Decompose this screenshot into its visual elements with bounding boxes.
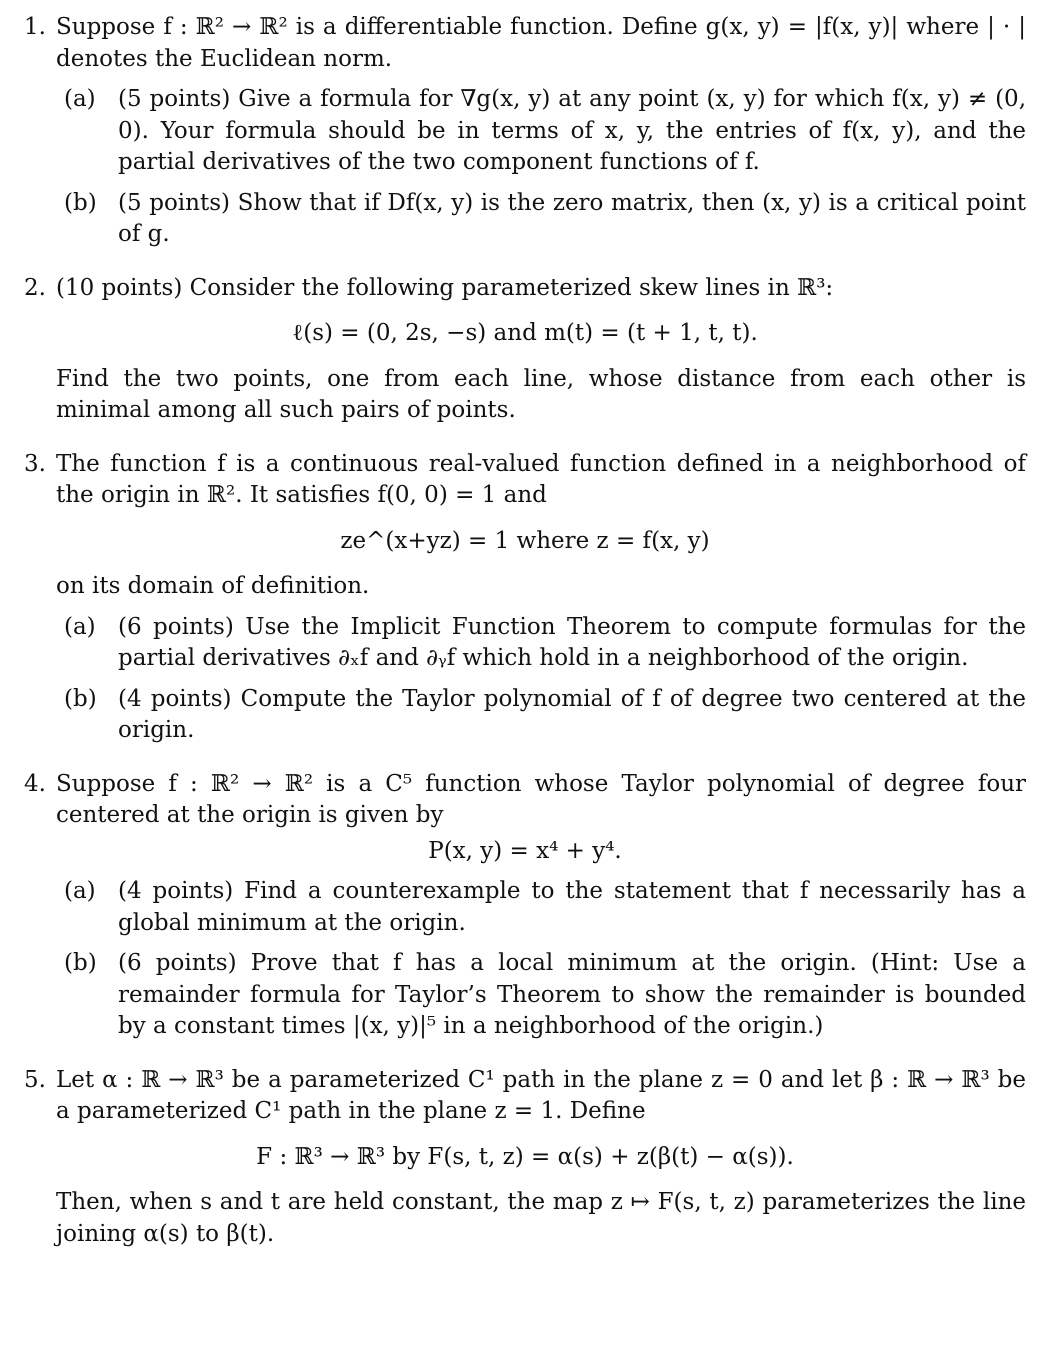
problem-number: 5. — [24, 1066, 46, 1093]
problem-number: 2. — [24, 274, 46, 301]
part-text: (5 points) Give a formula for ∇g(x, y) at any point (x, y) for which f(x, y) ≠ (0, 0). Your formula should be in terms of x, y, the entries of f(x, y), and the partial derivatives of the two component functions of f. — [118, 86, 1026, 175]
part-label: (a) — [64, 613, 96, 640]
part-text: (4 points) Compute the Taylor polynomial of f of degree two centered at the origin. — [118, 685, 1026, 743]
problem-intro: Suppose f : ℝ² → ℝ² is a differentiable function. Define g(x, y) = |f(x, y)| where | · | denotes the Euclidean norm. — [56, 14, 1026, 72]
problem-1 — [24, 12, 1026, 251]
part-text: (6 points) Prove that f has a local minimum at the origin. (Hint: Use a remainder formula for Taylor’s Theorem to show the remainder is bounded by a constant times |(x, y)|⁵ in a neighborhood of the origin.) — [118, 950, 1026, 1039]
display-equation: ℓ(s) = (0, 2s, −s) and m(t) = (t + 1, t, t). — [292, 320, 758, 346]
problem-intro: Let α : ℝ → ℝ³ be a parameterized C¹ path in the plane z = 0 and let β : ℝ → ℝ³ be a parameterized C¹ path in the plane z = 1. Define — [56, 1066, 1026, 1124]
problem-4-part-b — [64, 948, 1026, 1043]
part-label: (b) — [64, 950, 97, 976]
part-label: (b) — [64, 189, 97, 216]
problem-1-part-a — [64, 84, 1026, 179]
part-label: (a) — [64, 86, 96, 112]
problem-intro: (10 points) Consider the following parameterized skew lines in ℝ³: — [56, 274, 834, 301]
problem-1-part-b — [64, 188, 1026, 251]
display-equation: ze^(x+yz) = 1 where z = f(x, y) — [340, 527, 710, 554]
problem-number: 1. — [24, 14, 46, 40]
problem-3 — [24, 449, 1026, 747]
problem-number: 3. — [24, 450, 46, 477]
problem-number: 4. — [24, 770, 46, 797]
problem-3-part-a — [64, 612, 1026, 675]
display-equation: P(x, y) = x⁴ + y⁴. — [428, 837, 622, 864]
problem-intro: Suppose f : ℝ² → ℝ² is a C⁵ function whose Taylor polynomial of degree four centered at the origin is given by — [56, 770, 1026, 828]
part-text: (5 points) Show that if Df(x, y) is the zero matrix, then (x, y) is a critical point of g. — [118, 189, 1026, 247]
problem-followup: Then, when s and t are held constant, the map z ↦ F(s, t, z) parameterizes the line joining α(s) to β(t). — [56, 1189, 1026, 1247]
part-text: (4 points) Find a counterexample to the statement that f necessarily has a global minimum at the origin. — [118, 878, 1026, 936]
problem-3-part-b — [64, 684, 1026, 747]
problem-intro: The function f is a continuous real-valued function defined in a neighborhood of the origin in ℝ². It satisfies f(0, 0) = 1 and — [56, 450, 1026, 508]
problem-4-part-a — [64, 876, 1026, 939]
part-label: (a) — [64, 878, 96, 904]
problem-followup: on its domain of definition. — [56, 573, 370, 599]
part-label: (b) — [64, 685, 97, 712]
part-text: (6 points) Use the Implicit Function Theorem to compute formulas for the partial derivatives ∂ₓf and ∂ᵧf which hold in a neighborhood of the origin. — [118, 613, 1026, 671]
problem-4 — [24, 769, 1026, 1043]
problem-5 — [24, 1065, 1026, 1251]
problem-followup: Find the two points, one from each line, whose distance from each other is minimal among all such pairs of points. — [56, 365, 1026, 423]
problem-2 — [24, 273, 1026, 427]
display-equation: F : ℝ³ → ℝ³ by F(s, t, z) = α(s) + z(β(t) − α(s)). — [256, 1143, 794, 1170]
